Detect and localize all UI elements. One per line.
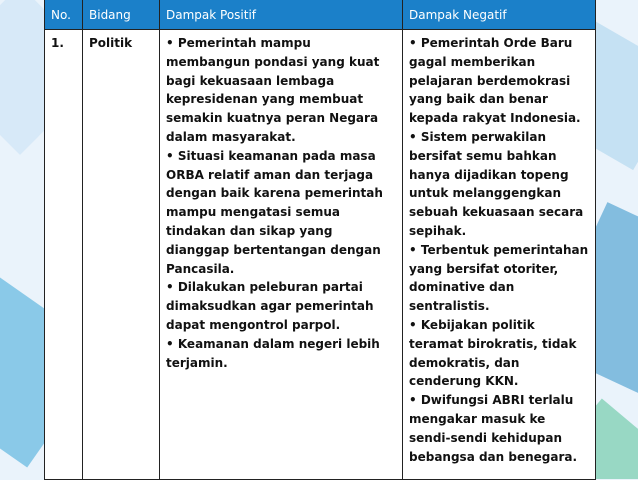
table-header-row xyxy=(45,0,596,30)
cell-dampak-negatif xyxy=(403,30,596,480)
header-no: No. xyxy=(45,0,83,30)
negative-impact-item: • Terbentuk pemerintahan yang bersifat otoriter, dominative dan sentralistis. xyxy=(409,242,589,314)
header-bidang: Bidang xyxy=(83,0,160,30)
header-dampak-negatif: Dampak Negatif xyxy=(403,0,596,30)
table-row xyxy=(45,30,596,480)
cell-no: 1. xyxy=(45,30,83,480)
positive-impact-item: • Pemerintah mampu membangun pondasi yang kuat bagi kekuasaan lembaga kepresidenan yang membuat semakin kuatnya peran Negara dalam masyarakat. xyxy=(166,36,380,144)
positive-impact-item: • Keamanan dalam negeri lebih terjamin. xyxy=(166,336,380,370)
cell-dampak-positif xyxy=(160,30,403,480)
positive-impact-item: • Dilakukan peleburan partai dimaksudkan agar pemerintah dapat mengontrol parpol. xyxy=(166,280,374,332)
impact-table xyxy=(44,0,596,480)
header-dampak-positif: Dampak Positif xyxy=(160,0,403,30)
negative-impact-item: • Sistem perwakilan bersifat semu bahkan hanya dijadikan topeng untuk melanggengkan sebuah kekuasaan secara sepihak. xyxy=(409,129,584,238)
negative-impact-item: • Kebijakan politik teramat birokratis, tidak demokratis, dan cenderung KKN. xyxy=(409,317,577,389)
negative-impact-item: • Dwifungsi ABRI terlalu mengakar masuk ke sendi-sendi kehidupan bebangsa dan benegara. xyxy=(409,393,578,464)
negative-impact-item: • Pemerintah Orde Baru gagal memberikan pelajaran berdemokrasi yang baik dan benar kepada rakyat Indonesia. xyxy=(409,36,581,126)
cell-bidang: Politik xyxy=(83,30,160,480)
positive-impact-item: • Situasi keamanan pada masa ORBA relatif aman dan terjaga dengan baik karena pemerintah mampu mengatasi semua tindakan dan sikap yang dianggap bertentangan dengan Pancasila. xyxy=(166,148,383,276)
